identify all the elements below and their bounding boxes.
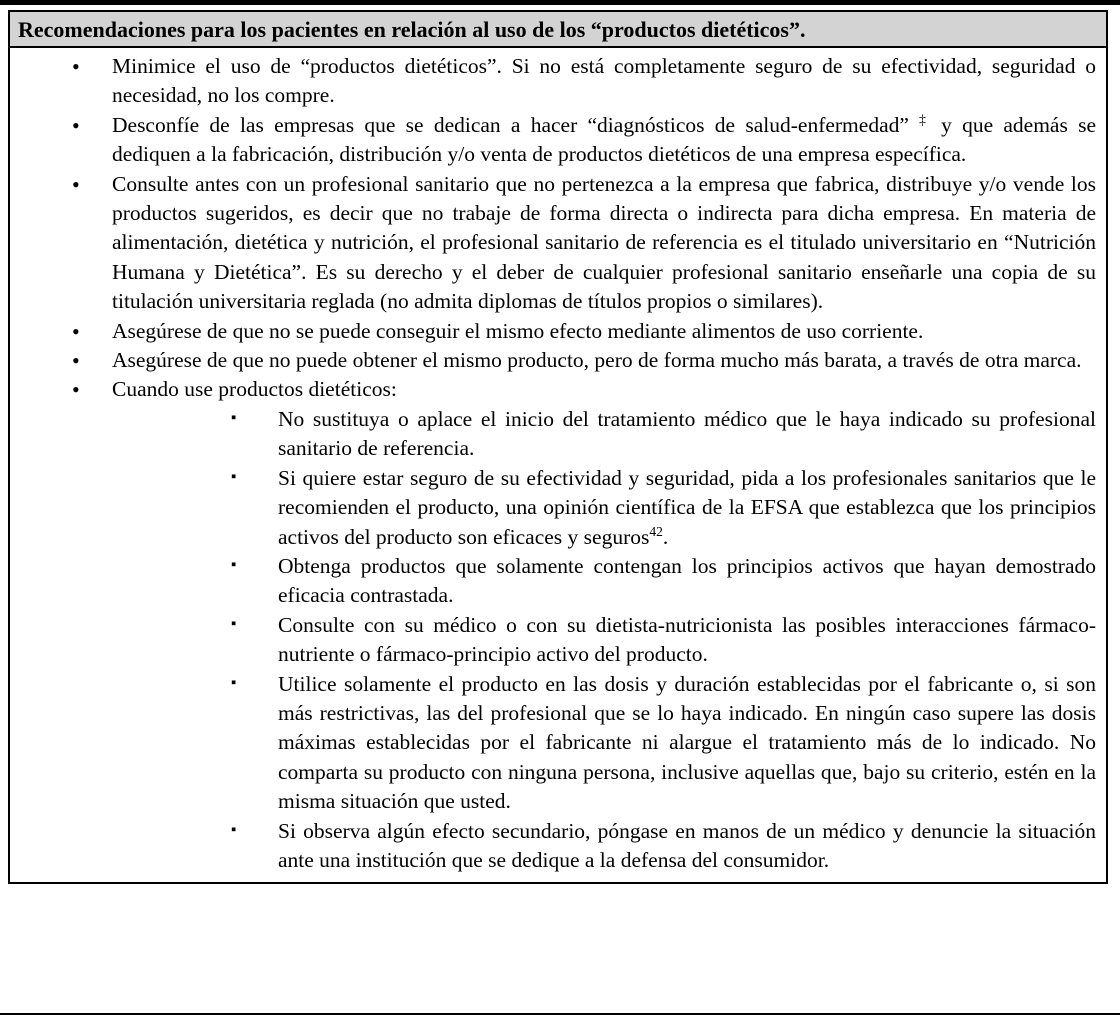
bullet-icon: • xyxy=(72,377,80,403)
bullet-icon: • xyxy=(72,54,80,79)
list-item xyxy=(10,317,1106,346)
square-bullet-icon: ▪ xyxy=(231,409,237,426)
square-bullet-icon: ▪ xyxy=(231,556,237,573)
recommendations-table xyxy=(8,10,1108,884)
sub-list-item xyxy=(10,405,1106,464)
list-item xyxy=(10,375,1106,404)
bullet-icon: • xyxy=(72,348,80,374)
list-item-text: Minimice el uso de “productos dietéticos”. Si no está completamente seguro de su efectividad, seguridad o necesidad, no los compre. xyxy=(112,54,1096,108)
list-item xyxy=(10,111,1106,170)
list-item-text: Asegúrese de que no puede obtener el mismo producto, pero de forma mucho más barata, a través de otra marca. xyxy=(112,348,1082,373)
sub-list-item xyxy=(10,464,1106,552)
list-item-text: y que además se dediquen a la fabricación, distribución y/o venta de productos dietéticos de una empresa específica. xyxy=(112,112,1097,167)
sub-list-item-text: No sustituya o aplace el inicio del tratamiento médico que le haya indicado su profesional sanitario de referencia. xyxy=(278,406,1096,461)
square-bullet-icon: ▪ xyxy=(231,821,237,838)
reference-marker: 42 xyxy=(649,523,663,539)
sub-list-item xyxy=(10,552,1106,611)
sub-list-item-text: Si observa algún efecto secundario, póngase en manos de un médico y denuncie la situación ante una institución que se dedique a la defensa del consumidor. xyxy=(278,818,1096,872)
table-header xyxy=(10,12,1106,48)
square-bullet-icon: ▪ xyxy=(231,674,237,691)
list-item xyxy=(10,52,1106,111)
bottom-rule xyxy=(0,1013,1120,1015)
sub-list-item-text: Utilice solamente el producto en las dosis y duración establecidas por el fabricante o, si son más restrictivas, las del profesional que se lo haya indicado. En ningún caso supere las dosis máximas establecidas por el fabricante ni alargue el tratamiento más de lo indicado. No comparta su producto con ninguna persona, inclusive aquellas que, bajo su criterio, estén en la misma situación que usted. xyxy=(278,671,1096,814)
list-item-text: Asegúrese de que no se puede conseguir el mismo efecto mediante alimentos de uso corriente. xyxy=(112,318,924,343)
list-item xyxy=(10,346,1106,375)
list-item-text: Cuando use productos dietéticos: xyxy=(112,377,397,402)
sub-list-item-text: Consulte con su médico o con su dietista-nutricionista las posibles interacciones fármaco-nutriente o fármaco-principio activo del producto. xyxy=(278,612,1096,667)
top-rule xyxy=(0,0,1120,5)
bullet-icon: • xyxy=(72,171,80,197)
sub-list-item xyxy=(10,817,1106,876)
list-item xyxy=(10,170,1106,317)
square-bullet-icon: ▪ xyxy=(231,468,237,485)
list-item-text: Consulte antes con un profesional sanitario que no pertenezca a la empresa que fabrica, distribuye y/o vende los productos sugeridos, es decir que no trabaje de forma directa o indirecta para dicha empresa. En materia de alimentación, dietética y nutrición, el profesional sanitario de referencia es el titulado universitario en “Nutrición Humana y Dietética”. Es su derecho y el deber de cualquier profesional sanitario enseñarle una copia de su titulación universitaria reglada (no admita diplomas de títulos propios o similares). xyxy=(112,171,1096,314)
sub-list-item-text: Si quiere estar seguro de su efectividad y seguridad, pida a los profesionales sanitarios que le recomienden el producto, una opinión científica de la EFSA que establezca que los principios activos del producto son eficaces y seguros xyxy=(278,465,1096,549)
table-title: Recomendaciones para los pacientes en relación al uso de los “productos dietéticos”. xyxy=(18,17,806,42)
sub-list-item xyxy=(10,670,1106,817)
bullet-list xyxy=(10,52,1106,405)
table-body xyxy=(10,48,1106,882)
sub-bullet-list xyxy=(10,405,1106,876)
sub-list-item-text: Obtenga productos que solamente contengan los principios activos que hayan demostrado eficacia contrastada. xyxy=(278,553,1096,608)
bullet-icon: • xyxy=(72,112,80,138)
list-item-text: Desconfíe de las empresas que se dedican a hacer “diagnósticos de salud-enfermedad” xyxy=(112,112,920,137)
bullet-icon: • xyxy=(72,318,80,344)
square-bullet-icon: ▪ xyxy=(231,615,237,632)
footnote-marker: ‡ xyxy=(919,111,931,127)
sub-list-item xyxy=(10,611,1106,670)
sub-list-item-text: . xyxy=(662,524,669,549)
